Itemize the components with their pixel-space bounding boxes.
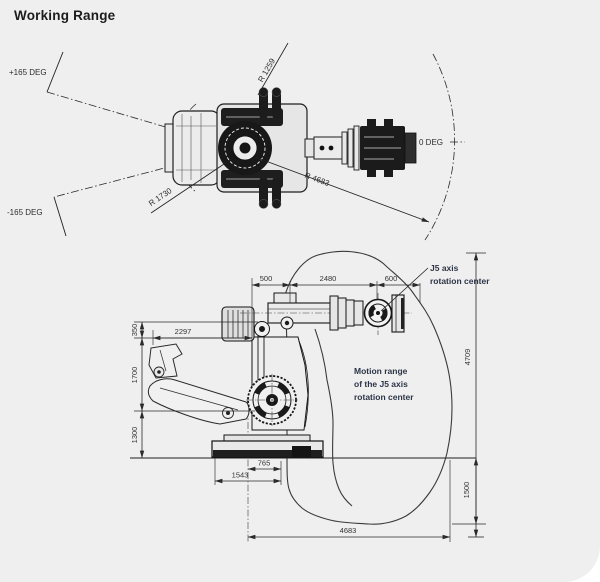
motion-range-line3: rotation center: [354, 392, 414, 402]
motion-range-line2: of the J5 axis: [354, 379, 408, 389]
dim-label-765: 765: [257, 458, 271, 468]
reach-envelope-arc: [425, 54, 455, 240]
dim-label-600: 600: [384, 274, 398, 283]
radius-label-r1259: R 1259: [256, 56, 278, 84]
angle-label-zero: 0 DEG: [419, 138, 444, 147]
robot-top-view: [165, 88, 416, 209]
dim-label-350: 350: [130, 323, 139, 337]
dim-label-500: 500: [259, 274, 273, 283]
angle-label-plus165: +165 DEG: [9, 68, 47, 77]
second-position-arm: [148, 344, 249, 424]
dim-label-1300: 1300: [130, 426, 139, 444]
angle-label-minus165: -165 DEG: [7, 208, 43, 217]
plus165-end-tick: [47, 52, 63, 92]
side-view-drawing: [0, 245, 600, 582]
motion-range-callout: [354, 366, 414, 402]
dim-label-1543: 1543: [231, 470, 249, 480]
motion-envelope-inner-boundary: [315, 329, 352, 506]
motion-range-line1: Motion range: [354, 366, 408, 376]
j5-axis-joint: [365, 293, 392, 335]
dim-label-4709: 4709: [463, 348, 472, 366]
radius-label-r4683: R 4683: [303, 170, 331, 189]
dim-label-4683: 4683: [339, 526, 357, 535]
dim-label-2480: 2480: [319, 274, 337, 283]
dim-label-1700: 1700: [130, 366, 139, 384]
j5-callout-line2: rotation center: [430, 276, 490, 286]
dim-label-2297: 2297: [174, 327, 192, 336]
j5-callout-line1: J5 axis: [430, 263, 459, 273]
top-view-drawing: [0, 0, 600, 245]
radius-label-r1730: R 1730: [147, 186, 174, 209]
page-title: Working Range: [14, 8, 116, 23]
dim-label-1500: 1500: [462, 481, 471, 499]
minus165-end-tick: [54, 197, 66, 236]
